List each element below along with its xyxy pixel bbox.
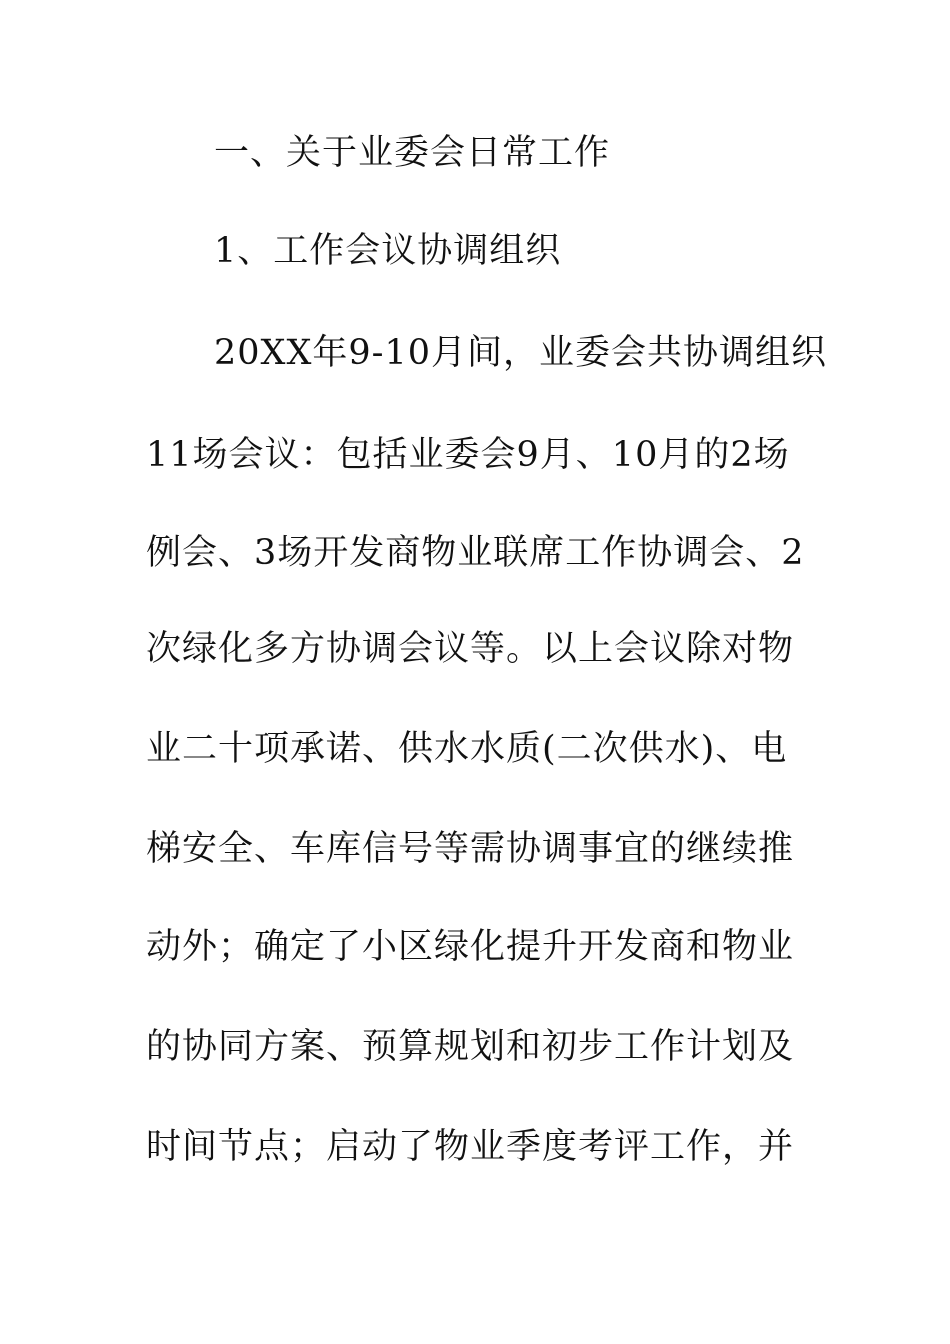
paragraph-line: 20XX年9-10月间，业委会共协调组织 (214, 333, 828, 373)
paragraph-line: 次绿化多方协调会议等。以上会议除对物 (146, 629, 795, 669)
paragraph-line: 业二十项承诺、供水水质(二次供水)、电 (146, 729, 788, 769)
paragraph-line: 梯安全、车库信号等需协调事宜的继续推 (146, 829, 795, 869)
paragraph-line: 例会、3场开发商物业联席工作协调会、2 (146, 533, 805, 573)
subsection-heading: 1、工作会议协调组织 (214, 231, 562, 271)
paragraph-line: 动外；确定了小区绿化提升开发商和物业 (146, 927, 795, 967)
paragraph-line: 的协同方案、预算规划和初步工作计划及 (146, 1027, 795, 1067)
section-heading: 一、关于业委会日常工作 (214, 133, 611, 173)
paragraph-line: 时间节点；启动了物业季度考评工作，并 (146, 1127, 795, 1167)
paragraph-line: 11场会议：包括业委会9月、10月的2场 (146, 435, 790, 475)
